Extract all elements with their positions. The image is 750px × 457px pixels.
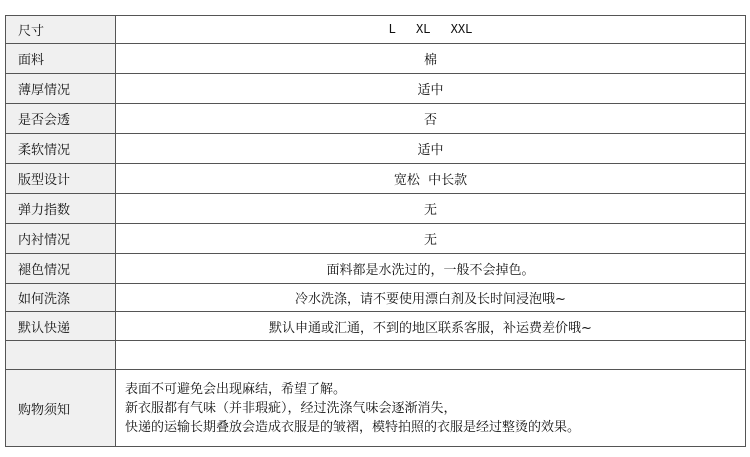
table-row-thickness xyxy=(6,74,746,104)
label-empty xyxy=(6,341,116,370)
table-row-fit xyxy=(6,164,746,194)
label-softness: 柔软情况 xyxy=(6,134,116,164)
size-xl: XL xyxy=(416,22,431,36)
label-transparency: 是否会透 xyxy=(6,104,116,134)
label-size: 尺寸 xyxy=(6,16,116,44)
table-row-softness xyxy=(6,134,746,164)
label-elasticity: 弹力指数 xyxy=(6,194,116,224)
label-fit: 版型设计 xyxy=(6,164,116,194)
label-shipping: 默认快递 xyxy=(6,312,116,341)
table-row-fabric xyxy=(6,44,746,74)
label-washing: 如何洗涤 xyxy=(6,284,116,312)
table-row-washing xyxy=(6,284,746,312)
table-row-lining xyxy=(6,224,746,254)
value-softness: 适中 xyxy=(116,134,746,164)
table-row-size xyxy=(6,16,746,44)
table-row-fading xyxy=(6,254,746,284)
value-elasticity: 无 xyxy=(116,194,746,224)
label-lining: 内衬情况 xyxy=(6,224,116,254)
table-row-shipping xyxy=(6,312,746,341)
label-fading: 褪色情况 xyxy=(6,254,116,284)
label-fabric: 面料 xyxy=(6,44,116,74)
value-washing: 冷水洗涤，请不要使用漂白剂及长时间浸泡哦~ xyxy=(116,284,746,312)
label-thickness: 薄厚情况 xyxy=(6,74,116,104)
value-fit: 宽松 中长款 xyxy=(116,164,746,194)
value-shipping: 默认申通或汇通，不到的地区联系客服，补运费差价哦~ xyxy=(116,312,746,341)
notes-line-2: 新衣服都有气味（并非瑕疵），经过洗涤气味会逐渐消失， xyxy=(125,400,457,416)
size-l: L xyxy=(388,22,396,36)
product-info-table xyxy=(5,15,746,447)
label-notes: 购物须知 xyxy=(6,370,116,447)
notes-line-1: 表面不可避免会出现麻结，希望了解。 xyxy=(125,381,347,397)
value-thickness: 适中 xyxy=(116,74,746,104)
value-empty xyxy=(116,341,746,370)
notes-line-3: 快递的运输长期叠放会造成衣服是的皱褶，模特拍照的衣服是经过整烫的效果。 xyxy=(125,419,581,435)
value-fabric: 棉 xyxy=(116,44,746,74)
table-row-transparency xyxy=(6,104,746,134)
value-lining: 无 xyxy=(116,224,746,254)
value-transparency: 否 xyxy=(116,104,746,134)
notes-text xyxy=(116,370,746,447)
table-row-empty xyxy=(6,341,746,370)
table-row-elasticity xyxy=(6,194,746,224)
size-xxl: XXL xyxy=(450,22,473,36)
value-fading: 面料都是水洗过的，一般不会掉色。 xyxy=(116,254,746,284)
table-row-notes xyxy=(6,370,746,447)
size-options xyxy=(116,16,746,44)
